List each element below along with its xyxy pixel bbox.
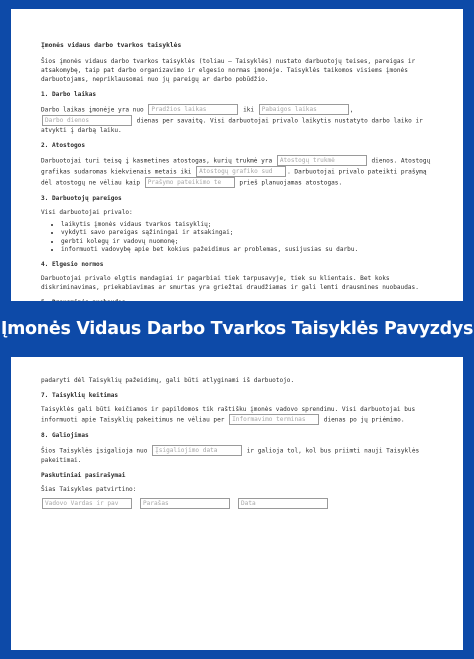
vacation-paragraph: Darbuotojai turi teisę į kasmetines atostogas, kurių trukmė yra Atostogų trukmė dienos. Atostogų grafikas sudaromas kiekvienais metais iki Atostogų grafiko sud . Darbuotojai privalo pateikti prašymą dėl atostogų ne vėliau kaip Prašymo pateikimo te prieš planuojamas atostogas.: [41, 157, 431, 187]
banner-title: Įmonės Vidaus Darbo Tvarkos Taisyklės Pavyzdys: [0, 319, 474, 339]
section-heading-work-hours: 1. Darbo laikas: [41, 91, 97, 98]
list-item: • gerbti kolegų ir vadovų nuomonę;: [61, 238, 437, 246]
list-item: • vykdyti savo pareigas sąžiningai ir atsakingai;: [61, 229, 437, 237]
duties-list: [41, 221, 437, 254]
start-time-field[interactable]: Pradžios laikas: [148, 104, 238, 115]
list-item: • laikytis įmonės vidaus tvarkos taisyklių;: [61, 221, 437, 229]
vacation-schedule-field[interactable]: Atostogų grafiko sud: [196, 166, 286, 177]
signature-row: [41, 498, 437, 509]
damages-paragraph: padaryti dėl Taisyklių pažeidimų, gali būti atlyginami iš darbuotojo.: [41, 377, 295, 384]
section-heading-validity: 8. Galiojimas: [41, 432, 89, 439]
document-body: [41, 41, 437, 325]
document-title: Įmonės vidaus darbo tvarkos taisyklės: [41, 42, 182, 49]
list-item: • informuoti vadovybę apie bet kokius pažeidimus ar problemas, susijusias su darbu.: [61, 246, 437, 254]
date-field[interactable]: Data: [238, 498, 328, 509]
section-heading-signatures: Paskutiniai pasirašymai: [41, 472, 126, 479]
notice-period-field[interactable]: Informavimo terminas: [229, 414, 319, 425]
section-heading-duties: 3. Darbuotojų pareigos: [41, 195, 122, 202]
document-body-lower: [41, 376, 437, 509]
work-hours-paragraph: Darbo laikas įmonėje yra nuo Pradžios laikas iki Pabaigos laikas , Darbo dienos dienas per savaitę. Visi darbuotojai privalo laikytis nustatyto darbo laiko ir atvykti į darbą laiku.: [41, 106, 423, 134]
title-banner: [0, 301, 474, 357]
effective-date-field[interactable]: Įsigaliojimo data: [152, 445, 242, 456]
vacation-duration-field[interactable]: Atostogų trukmė: [277, 155, 367, 166]
signatures-lead: Šias Taisykles patvirtino:: [41, 486, 137, 493]
manager-name-field[interactable]: Vadovo Vardas ir pav: [42, 498, 132, 509]
validity-paragraph: Šios Taisyklės įsigalioja nuo Įsigaliojimo data ir galioja tol, kol bus priimti nauji Taisyklės pakeitimai.: [41, 447, 420, 464]
section-heading-conduct: 4. Elgesio normos: [41, 261, 104, 269]
request-deadline-field[interactable]: Prašymo pateikimo te: [145, 177, 235, 188]
section-heading-amendments: 7. Taisyklių keitimas: [41, 392, 119, 399]
conduct-paragraph: Darbuotojai privalo elgtis mandagiai ir pagarbiai tiek tarpusavyje, tiek su klientais. Bet koks diskriminavimas, priekabiavimas ar smurtas yra griežtai draudžiamas ir gali lemti drausmines nuobaudas.: [41, 275, 419, 292]
duties-lead: Visi darbuotojai privalo:: [41, 209, 133, 216]
amendments-paragraph: Taisyklės gali būti keičiamos ir papildomos tik raštišku įmonės vadovo sprendimu. Visi darbuotojai bus informuoti apie Taisyklių pakeitimus ne vėliau per Informavimo terminas dienas po jų priėmimo.: [41, 406, 416, 424]
signature-field[interactable]: Parašas: [140, 498, 230, 509]
intro-paragraph: Šios įmonės vidaus darbo tvarkos taisyklės (toliau – Taisyklės) nustato darbuotojų teises, pareigas ir atsakomybę, taip pat darbo organizavimo ir elgesio normas įmonėje. Taisyklės taikomos visiems įmonės darbuotojams, nepriklausomai nuo jų pareigų ar darbo pobūdžio.: [41, 58, 416, 83]
section-heading-vacation: 2. Atostogos: [41, 142, 86, 149]
end-time-field[interactable]: Pabaigos laikas: [259, 104, 349, 115]
work-days-field[interactable]: Darbo dienos: [42, 115, 132, 126]
